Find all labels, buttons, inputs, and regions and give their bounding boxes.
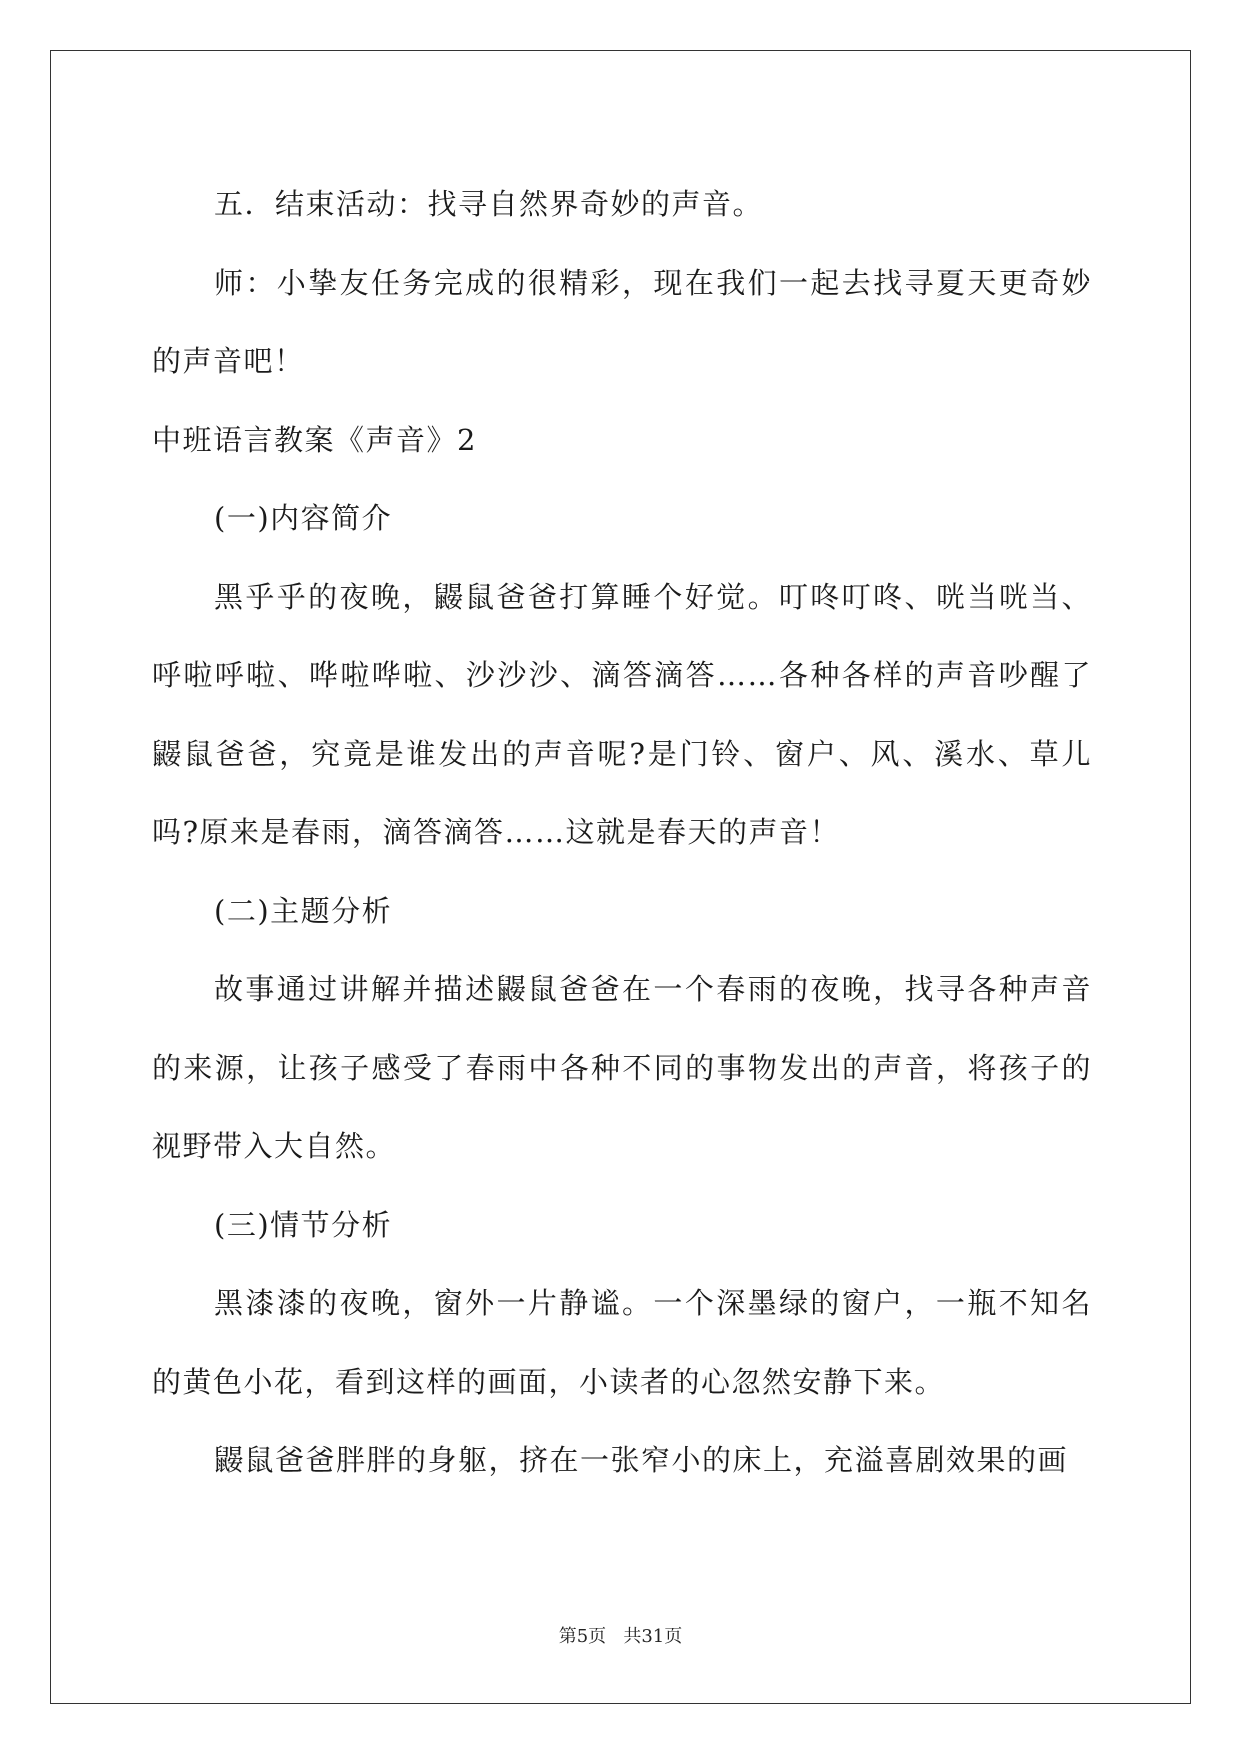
section-heading-end-activity: 五．结束活动：找寻自然界奇妙的声音。 [214,187,764,221]
paragraph-theme: 故事通过讲解并描述鼹鼠爸爸在一个春雨的夜晚，找寻各种声音的来源，让孩子感受了春雨中各种不同的事物发出的声音，将孩子的视野带入大自然。 [152,972,1092,1163]
document-body [152,165,1092,1500]
paragraph-teacher-line: 师：小挚友任务完成的很精彩，现在我们一起去找寻夏天更奇妙的声音吧！ [152,265,1092,378]
page-footer [0,1622,1241,1648]
page-number: 第5页 共31页 [558,1626,683,1647]
paragraph-plot-1: 黑漆漆的夜晚，窗外一片静谧。一个深墨绿的窗户，一瓶不知名的黄色小花，看到这样的画面，小读者的心忽然安静下来。 [152,1286,1092,1399]
section-heading-plot: (三)情节分析 [214,1207,393,1242]
paragraph-intro: 黑乎乎的夜晚，鼹鼠爸爸打算睡个好觉。叮咚叮咚、咣当咣当、呼啦呼啦、哗啦哗啦、沙沙沙、滴答滴答……各种各样的声音吵醒了鼹鼠爸爸，究竟是谁发出的声音呢?是门铃、窗户、风、溪水、草儿吗?原来是春雨，滴答滴答……这就是春天的声音！ [152,579,1092,849]
paragraph-plot-2: 鼹鼠爸爸胖胖的身躯，挤在一张窄小的床上，充溢喜剧效果的画 [214,1443,1069,1477]
section-heading-intro: (一)内容简介 [214,501,393,535]
lesson-title: 中班语言教案《声音》2 [152,422,477,457]
section-heading-theme: (二)主题分析 [214,893,393,928]
